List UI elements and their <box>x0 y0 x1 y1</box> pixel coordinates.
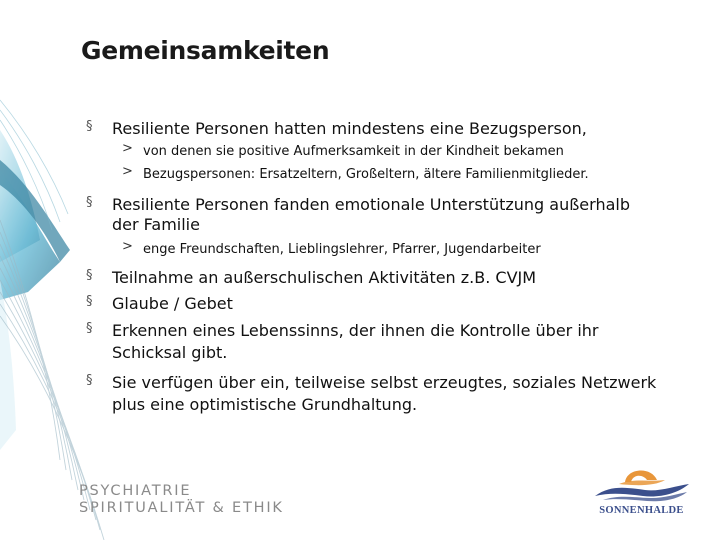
bullet-item: Sie verfügen über ein, teilweise selbst erzeugtes, soziales Netzwerk <box>112 373 657 392</box>
sub-bullet-item: Bezugspersonen: Ersatzeltern, Großeltern, ältere Familienmitglieder. <box>143 167 589 182</box>
bullet-item: Resiliente Personen fanden emotionale Unterstützung außerhalb <box>112 195 630 214</box>
sub-bullet-item: enge Freundschaften, Lieblingslehrer, Pfarrer, Jugendarbeiter <box>143 242 541 257</box>
bullet-item-continuation: Schicksal gibt. <box>112 343 228 362</box>
bullet-item: Teilnahme an außerschulischen Aktivitäten z.B. CVJM <box>112 268 537 287</box>
footer-brand <box>79 483 284 517</box>
bullet-item-continuation: der Familie <box>112 215 200 234</box>
bullet-marker: § <box>86 294 93 309</box>
sub-bullet-item: von denen sie positive Aufmerksamkeit in der Kindheit bekamen <box>143 144 564 159</box>
sub-bullet-marker: > <box>122 141 133 156</box>
bullet-item: Erkennen eines Lebenssinns, der ihnen die Kontrolle über ihr <box>112 321 599 340</box>
logo-text: SONNENHALDE <box>599 505 684 516</box>
footer-line-2: SPIRITUALITÄT & ETHIK <box>79 500 284 516</box>
bullet-item-continuation: plus eine optimistische Grundhaltung. <box>112 395 418 414</box>
bullet-marker: § <box>86 268 93 283</box>
bullet-marker: § <box>86 321 93 336</box>
bullet-marker: § <box>86 119 93 134</box>
bullet-marker: § <box>86 195 93 210</box>
bullet-item: Glaube / Gebet <box>112 294 233 313</box>
sub-bullet-marker: > <box>122 239 133 254</box>
sub-bullet-marker: > <box>122 164 133 179</box>
bullet-marker: § <box>86 373 93 388</box>
bullet-item: Resiliente Personen hatten mindestens eine Bezugsperson, <box>112 119 587 138</box>
slide-title: Gemeinsamkeiten <box>81 36 330 65</box>
footer-line-1: PSYCHIATRIE <box>79 483 192 499</box>
